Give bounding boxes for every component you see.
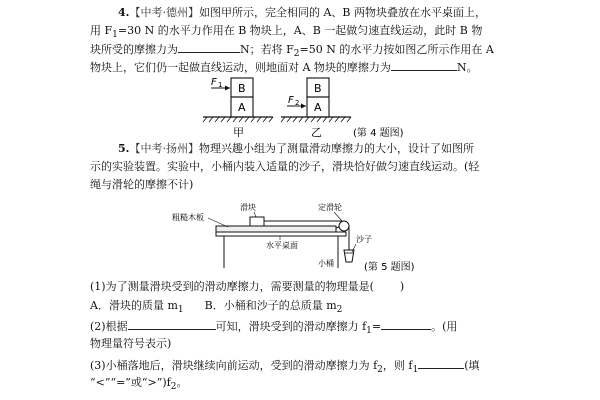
q4-blank-1[interactable] (178, 42, 240, 53)
fig4-force2-label: F (288, 95, 294, 106)
q5-sub1 (90, 280, 404, 294)
q5-sub2-text-c: = (371, 320, 382, 333)
q5-sub3-text: (3)小桶落地后，滑块继续向前运动，受到的滑动摩擦力为 f (90, 359, 378, 372)
fig4-left-label: 甲 (233, 126, 244, 139)
fig5-pulley-label: 定滑轮 (318, 203, 342, 212)
fig4-right-a-label: A (314, 101, 322, 114)
q5-sub3-f2-sub: 2 (377, 365, 383, 376)
q4-line2 (90, 24, 482, 42)
q5-sub2-blank-1[interactable] (128, 319, 216, 330)
fig5-slider (250, 217, 264, 226)
q5-sub3-blank[interactable] (418, 358, 464, 369)
q5-sub2 (90, 319, 457, 338)
fig5-pulley-leader (334, 212, 342, 221)
q5-line1 (118, 142, 474, 156)
fig4-left-hatch (203, 117, 273, 122)
q4-text-3c: =50 N 的水平力按如图乙所示作用在 A (299, 43, 494, 56)
q4-line3 (90, 42, 494, 61)
fig4-left (203, 77, 273, 139)
q4-figure (195, 74, 425, 140)
q5-sub1-end: ) (399, 280, 405, 293)
fig5-sand-label: 沙子 (356, 235, 372, 244)
q5-sub1-text: (1)为了测量滑块受到的滑动摩擦力，需要测量的物理量是( (90, 280, 374, 293)
fig4-left-b-label: B (238, 82, 246, 95)
q5-sub2-blank-2[interactable] (381, 319, 431, 330)
fig5-board (216, 226, 336, 232)
fig4-force2-sub: 2 (295, 99, 300, 107)
q4-line4 (90, 60, 478, 75)
q5-text-1: 物理兴趣小组为了测量滑动摩擦力的大小，设计了如图所 (198, 142, 474, 155)
q4-sub1: 1 (112, 30, 118, 41)
fig4-right (281, 78, 351, 139)
q5-line2: 示的实验装置。实验中，小桶内装入适量的沙子，滑块恰好做匀速直线运动。(轻 (90, 160, 480, 173)
fig4-left-a-label: A (238, 101, 246, 114)
q4-text-4a: 物块上，它们仍一起做直线运动，则地面对 A 物块的摩擦力为 (90, 61, 391, 74)
fig4-right-label: 乙 (311, 126, 322, 139)
q5-figure (168, 196, 438, 274)
q4-source: 【中考·德州】 (129, 6, 199, 19)
q5-sub2-text-a: (2)根据 (90, 320, 128, 333)
q4-blank-2[interactable] (391, 60, 457, 71)
q5-sub3-line2-sub: 2 (170, 382, 177, 393)
q5-line3: 绳与滑轮的摩擦不计) (90, 178, 194, 191)
q5-option-b-sub: 2 (336, 305, 343, 316)
q5-sub3-f1-sub: 1 (412, 365, 419, 376)
fig5-caption: (第 5 题图) (364, 262, 415, 273)
fig5-table-top (216, 232, 346, 236)
q5-source: 【中考·扬州】 (129, 142, 199, 155)
q5-sub3-line2-text: “<”“=”或“>”)f (90, 376, 171, 389)
fig4-force2-arrowhead (301, 104, 306, 109)
q5-sub2-f-sub: 1 (366, 326, 372, 337)
q4-sub2: 2 (293, 49, 300, 60)
fig4-right-hatch (281, 117, 351, 122)
q4-number: 4. (118, 6, 130, 19)
q5-option-a-sub: 1 (177, 305, 184, 316)
q5-sub2-text-d: 。(用 (431, 320, 458, 333)
fig4-force1-sub: 1 (218, 81, 223, 89)
q4-text-3a: 块所受的摩擦力为 (90, 43, 178, 56)
q4-text-4b: N。 (456, 61, 478, 74)
fig4-force1-arrowhead (225, 86, 230, 91)
fig5-slider-label: 滑块 (240, 203, 256, 212)
q5-options (90, 299, 342, 317)
q5-sub2-line2: 物理量符号表示) (90, 337, 172, 350)
q5-sub3-mid: ，则 f (382, 359, 413, 372)
q5-option-a[interactable]: A．滑块的质量 m (90, 299, 178, 312)
fig5-slider-leader (254, 212, 256, 217)
q5-sub3 (90, 358, 480, 377)
q4-line1 (118, 6, 486, 20)
q4-text-2a: 用 F (90, 24, 113, 37)
fig4-caption: (第 4 题图) (353, 128, 404, 139)
fig5-bucket-label: 小桶 (318, 259, 334, 268)
q5-sub2-text-b: 可知，滑块受到的滑动摩擦力 f (215, 320, 367, 333)
fig4-right-b-label: B (314, 82, 322, 95)
q5-sub3-line2 (90, 376, 188, 394)
fig5-board-label: 粗糙木板 (172, 213, 204, 222)
q5-sub3-line2-end: 。 (176, 376, 188, 389)
q5-option-b[interactable]: B．小桶和沙子的总质量 m (204, 299, 337, 312)
fig4-force1-label: F (211, 77, 217, 88)
q4-text-3b: N；若将 F (240, 43, 294, 56)
q5-sub3-end: (填 (464, 359, 480, 372)
fig5-table-label: 水平桌面 (266, 241, 298, 250)
q4-text-1: 如图甲所示，完全相同的 A、B 两物块叠放在水平桌面上， (198, 6, 487, 19)
q5-number: 5. (118, 142, 130, 155)
fig5-bucket (344, 250, 354, 262)
fig5-pulley (339, 221, 349, 231)
q4-text-2b: =30 N 的水平力作用在 B 物块上，A、B 一起做匀速直线运动，此时 B 物 (117, 24, 483, 37)
